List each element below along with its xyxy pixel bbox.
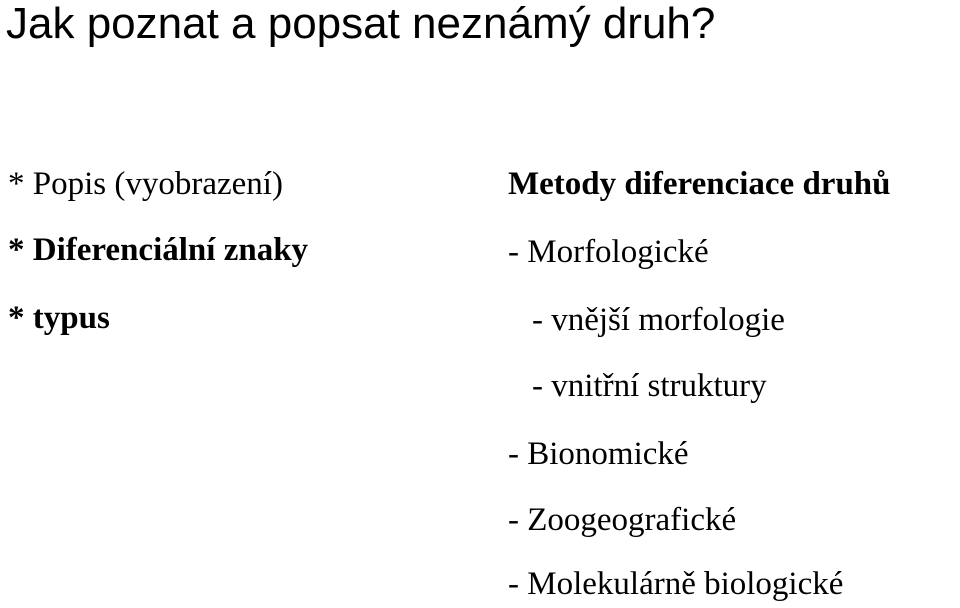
left-item-diferencialni-znaky: * Diferenciální znaky: [8, 232, 309, 268]
method-bionomicke: - Bionomické: [508, 436, 689, 472]
method-molekularne-biologicke: - Molekulárně biologické: [508, 566, 844, 602]
page-title: Jak poznat a popsat neznámý druh?: [6, 0, 716, 48]
method-morfologicke: - Morfologické: [508, 234, 709, 270]
method-zoogeograficke: - Zoogeografické: [508, 502, 737, 538]
left-item-popis: * Popis (vyobrazení): [8, 166, 283, 202]
method-vnejsi-morfologie: - vnější morfologie: [532, 302, 785, 338]
method-vnitrni-struktury: - vnitřní struktury: [532, 368, 767, 404]
left-item-typus: * typus: [8, 300, 110, 336]
methods-heading: Metody diferenciace druhů: [508, 166, 891, 202]
